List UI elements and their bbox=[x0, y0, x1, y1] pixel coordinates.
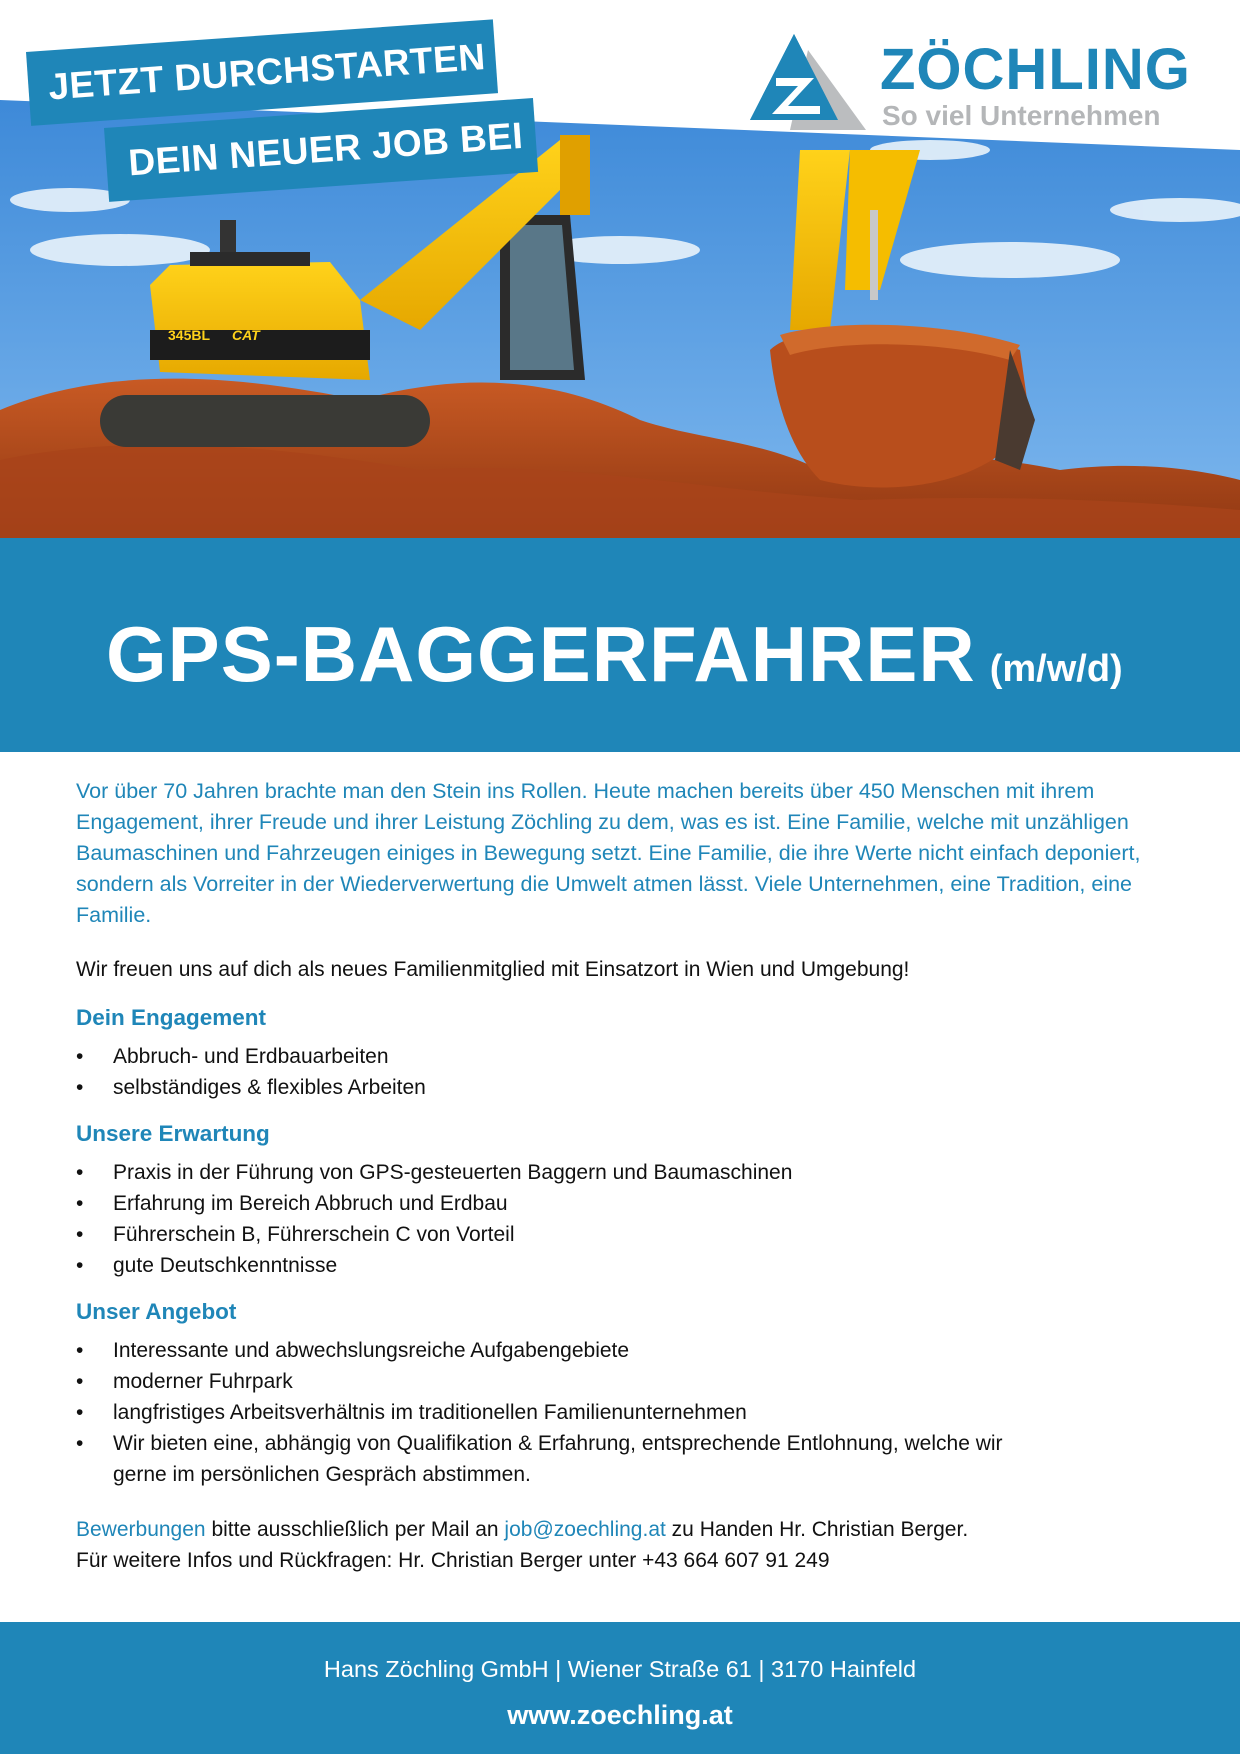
job-title bbox=[106, 612, 1123, 711]
section-title-engagement: Dein Engagement bbox=[76, 1005, 267, 1030]
job-gender: (m/w/d) bbox=[989, 648, 1123, 690]
list-item: • gute Deutschkenntnisse bbox=[76, 1250, 1176, 1281]
list-item: • Führerschein B, Führerschein C von Vorteil bbox=[76, 1219, 1176, 1250]
section-title-offer: Unser Angebot bbox=[76, 1299, 237, 1324]
hero-section bbox=[0, 0, 1240, 538]
list-item: • Abbruch- und Erdbauarbeiten bbox=[76, 1041, 1176, 1072]
company-logo bbox=[750, 34, 1190, 134]
logo-slogan: So viel Unternehmen bbox=[882, 100, 1161, 131]
application-email-link[interactable]: job@zoechling.at bbox=[504, 1518, 666, 1541]
application-text-1: bitte ausschließlich per Mail an bbox=[205, 1518, 505, 1541]
expectation-list bbox=[76, 1157, 1176, 1281]
logo-name: ZÖCHLING bbox=[880, 37, 1191, 102]
list-item: • selbständiges & flexibles Arbeiten bbox=[76, 1072, 1176, 1103]
contact-info: Für weitere Infos und Rückfragen: Hr. Christian Berger unter +43 664 607 91 249 bbox=[76, 1549, 830, 1572]
job-description bbox=[76, 776, 1176, 1576]
application-line bbox=[76, 1514, 1176, 1545]
banner-dein-neuer-job: DEIN NEUER JOB BEI bbox=[104, 98, 538, 202]
list-item: • Erfahrung im Bereich Abbruch und Erdbau bbox=[76, 1188, 1176, 1219]
welcome-paragraph: Wir freuen uns auf dich als neues Familienmitglied mit Einsatzort in Wien und Umgebung! bbox=[76, 958, 910, 981]
offer-list bbox=[76, 1335, 1176, 1490]
footer bbox=[0, 1622, 1240, 1754]
list-item: • langfristiges Arbeitsverhältnis im traditionellen Familienunternehmen bbox=[76, 1397, 1176, 1428]
engagement-list bbox=[76, 1041, 1176, 1103]
footer-website-link[interactable]: www.zoechling.at bbox=[507, 1700, 733, 1730]
excavator-model-label: 345BL bbox=[168, 327, 211, 343]
application-text-2: zu Handen Hr. Christian Berger. bbox=[665, 1518, 969, 1541]
section-title-expectation: Unsere Erwartung bbox=[76, 1121, 270, 1146]
title-band bbox=[0, 538, 1240, 752]
list-item: • Wir bieten eine, abhängig von Qualifikation & Erfahrung, entsprechende Entlohnung, welche wir gerne im persönlichen Gespräch abstimmen. bbox=[76, 1428, 1006, 1490]
intro-paragraph: Vor über 70 Jahren brachte man den Stein ins Rollen. Heute machen bereits über 450 Menschen mit ihrem Engagement, ihrer Freude und ihrer Leistung Zöchling zu dem, was es ist. Eine Familie, welche mit unzähligen Baumaschinen und Fahrzeugen einiges in Bewegung setzt. Eine Familie, die ihre Werte nicht einfach deponiert, sondern als Vorreiter in der Wiederverwertung die Umwelt atmen lässt. Viele Unternehmen, eine Tradition, eine Familie. bbox=[76, 779, 1141, 927]
footer-address: Hans Zöchling GmbH | Wiener Straße 61 | 3170 Hainfeld bbox=[323, 1656, 917, 1682]
banner-jetzt-durchstarten: JETZT DURCHSTARTEN bbox=[26, 19, 498, 125]
list-item: • Interessante und abwechslungsreiche Aufgabengebiete bbox=[76, 1335, 1176, 1366]
application-lead: Bewerbungen bbox=[76, 1518, 206, 1541]
list-item: • Praxis in der Führung von GPS-gesteuerten Baggern und Baumaschinen bbox=[76, 1157, 1176, 1188]
job-title-text: GPS-BAGGERFAHRER bbox=[106, 610, 976, 698]
zoechling-logo-icon bbox=[750, 34, 866, 130]
list-item: • moderner Fuhrpark bbox=[76, 1366, 1176, 1397]
excavator-brand-label: CAT bbox=[232, 327, 260, 343]
application-info bbox=[76, 1514, 1176, 1576]
